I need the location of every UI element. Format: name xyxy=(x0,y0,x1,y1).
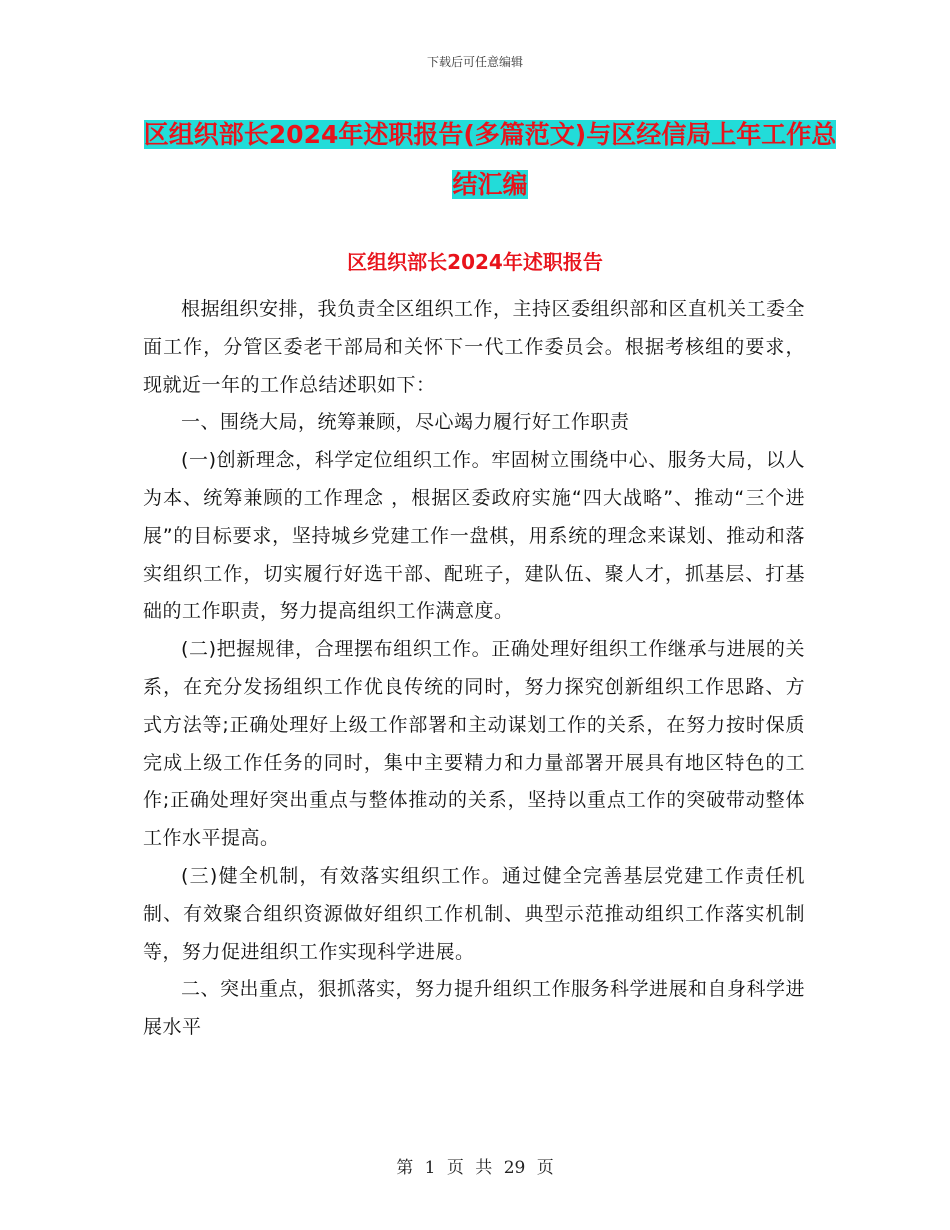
paragraph-intro: 根据组织安排，我负责全区组织工作，主持区委组织部和区直机关工委全面工作，分管区委老干部局和关怀下一代工作委员会。根据考核组的要求，现就近一年的工作总结述职如下： xyxy=(143,298,806,396)
paragraph-item-1: (一)创新理念，科学定位组织工作。牢固树立围绕中心、服务大局，以人为本、统筹兼顾的工作理念 ，根据区委政府实施“四大战略”、推动“三个进展”的目标要求，坚持城乡党建工作一盘棋，用系统的理念来谋划、推动和落实组织工作，切实履行好选干部、配班子，建队伍、聚人才，抓基层、打基础的工作职责，努力提高组织工作满意度。 xyxy=(143,449,805,623)
paragraph-item-2: (二)把握规律，合理摆布组织工作。正确处理好组织工作继承与进展的关系，在充分发扬组织工作优良传统的同时，努力探究创新组织工作思路、方式方法等;正确处理好上级工作部署和主动谋划工作的关系，在努力按时保质完成上级工作任务的同时，集中主要精力和力量部署开展具有地区特色的工作;正确处理好突出重点与整体推动的关系，坚持以重点工作的突破带动整体工作水平提高。 xyxy=(143,638,805,850)
page-number: 第 1 页 共 29 页 xyxy=(396,1158,554,1178)
paragraph-item-3: (三)健全机制，有效落实组织工作。通过健全完善基层党建工作责任机制、有效聚合组织资源做好组织工作机制、典型示范推动组织工作落实机制等，努力促进组织工作实现科学进展。 xyxy=(143,864,805,963)
paragraph-heading-1: 一、围绕大局，统筹兼顾，尽心竭力履行好工作职责 xyxy=(181,411,630,434)
body-text xyxy=(143,291,805,1047)
header-note: 下载后可任意编辑 xyxy=(426,55,523,69)
document-title-text: 区组织部长2024年述职报告(多篇范文)与区经信局上年工作总结汇编 xyxy=(143,120,837,199)
document-title xyxy=(140,110,840,210)
paragraph-heading-2: 二、突出重点，狠抓落实，努力提升组织工作服务科学进展和自身科学进展水平 xyxy=(143,978,806,1039)
section-title: 区组织部长2024年述职报告 xyxy=(347,250,603,274)
